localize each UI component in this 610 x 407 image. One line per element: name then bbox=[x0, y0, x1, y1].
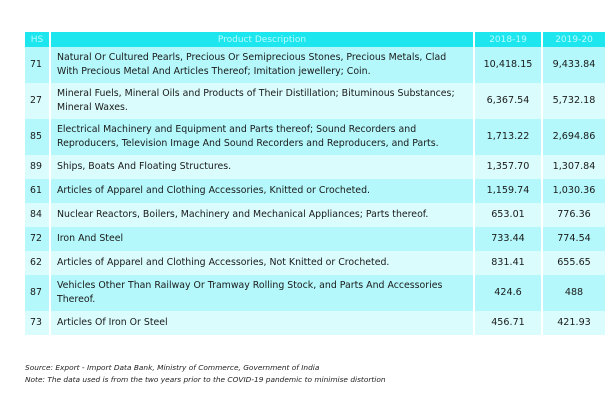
table-row bbox=[25, 275, 605, 311]
value-2018-19: 653.01 bbox=[475, 203, 543, 227]
value-2019-20: 1,030.36 bbox=[543, 179, 605, 203]
hs-code: 87 bbox=[25, 275, 51, 311]
table-row bbox=[25, 311, 605, 335]
hs-code: 61 bbox=[25, 179, 51, 203]
hs-code: 62 bbox=[25, 251, 51, 275]
product-description: Articles of Apparel and Clothing Accessories, Knitted or Crocheted. bbox=[51, 179, 475, 203]
value-2018-19: 733.44 bbox=[475, 227, 543, 251]
export-table bbox=[25, 32, 605, 335]
table-row bbox=[25, 155, 605, 179]
header-2018-19: 2018-19 bbox=[475, 32, 543, 47]
value-2018-19: 1,713.22 bbox=[475, 119, 543, 155]
value-2018-19: 1,159.74 bbox=[475, 179, 543, 203]
value-2019-20: 1,307.84 bbox=[543, 155, 605, 179]
hs-code: 72 bbox=[25, 227, 51, 251]
value-2019-20: 774.54 bbox=[543, 227, 605, 251]
product-description: Nuclear Reactors, Boilers, Machinery and Mechanical Appliances; Parts thereof. bbox=[51, 203, 475, 227]
product-description: Mineral Fuels, Mineral Oils and Products of Their Distillation; Bituminous Substances; Mineral Waxes. bbox=[51, 83, 475, 119]
header-hs: HS bbox=[25, 32, 51, 47]
table-row bbox=[25, 179, 605, 203]
table-row bbox=[25, 47, 605, 83]
export-table-container bbox=[25, 32, 596, 335]
product-description: Articles Of Iron Or Steel bbox=[51, 311, 475, 335]
table-row bbox=[25, 83, 605, 119]
value-2018-19: 831.41 bbox=[475, 251, 543, 275]
value-2019-20: 655.65 bbox=[543, 251, 605, 275]
disclaimer-note: Note: The data used is from the two years prior to the COVID-19 pandemic to minimise distortion bbox=[25, 375, 386, 384]
table-row bbox=[25, 203, 605, 227]
value-2019-20: 9,433.84 bbox=[543, 47, 605, 83]
value-2018-19: 1,357.70 bbox=[475, 155, 543, 179]
hs-code: 73 bbox=[25, 311, 51, 335]
value-2019-20: 776.36 bbox=[543, 203, 605, 227]
table-row bbox=[25, 227, 605, 251]
hs-code: 27 bbox=[25, 83, 51, 119]
table-row bbox=[25, 251, 605, 275]
value-2018-19: 6,367.54 bbox=[475, 83, 543, 119]
hs-code: 71 bbox=[25, 47, 51, 83]
hs-code: 84 bbox=[25, 203, 51, 227]
header-product-description: Product Description bbox=[51, 32, 475, 47]
hs-code: 89 bbox=[25, 155, 51, 179]
table-row bbox=[25, 119, 605, 155]
product-description: Natural Or Cultured Pearls, Precious Or Semiprecious Stones, Precious Metals, Clad With Precious Metal And Articles Thereof; Imitation jewellery; Coin. bbox=[51, 47, 475, 83]
value-2018-19: 10,418.15 bbox=[475, 47, 543, 83]
value-2018-19: 424.6 bbox=[475, 275, 543, 311]
product-description: Electrical Machinery and Equipment and Parts thereof; Sound Recorders and Reproducers, Television Image And Sound Recorders and Reproducers, and Parts. bbox=[51, 119, 475, 155]
value-2019-20: 488 bbox=[543, 275, 605, 311]
product-description: Articles of Apparel and Clothing Accessories, Not Knitted or Crocheted. bbox=[51, 251, 475, 275]
source-note: Source: Export - Import Data Bank, Ministry of Commerce, Government of India bbox=[25, 363, 320, 372]
product-description: Ships, Boats And Floating Structures. bbox=[51, 155, 475, 179]
value-2019-20: 5,732.18 bbox=[543, 83, 605, 119]
table-header-row bbox=[25, 32, 605, 47]
value-2018-19: 456.71 bbox=[475, 311, 543, 335]
product-description: Vehicles Other Than Railway Or Tramway Rolling Stock, and Parts And Accessories Thereof. bbox=[51, 275, 475, 311]
footnotes bbox=[25, 362, 386, 386]
hs-code: 85 bbox=[25, 119, 51, 155]
header-2019-20: 2019-20 bbox=[543, 32, 605, 47]
value-2019-20: 2,694.86 bbox=[543, 119, 605, 155]
product-description: Iron And Steel bbox=[51, 227, 475, 251]
value-2019-20: 421.93 bbox=[543, 311, 605, 335]
